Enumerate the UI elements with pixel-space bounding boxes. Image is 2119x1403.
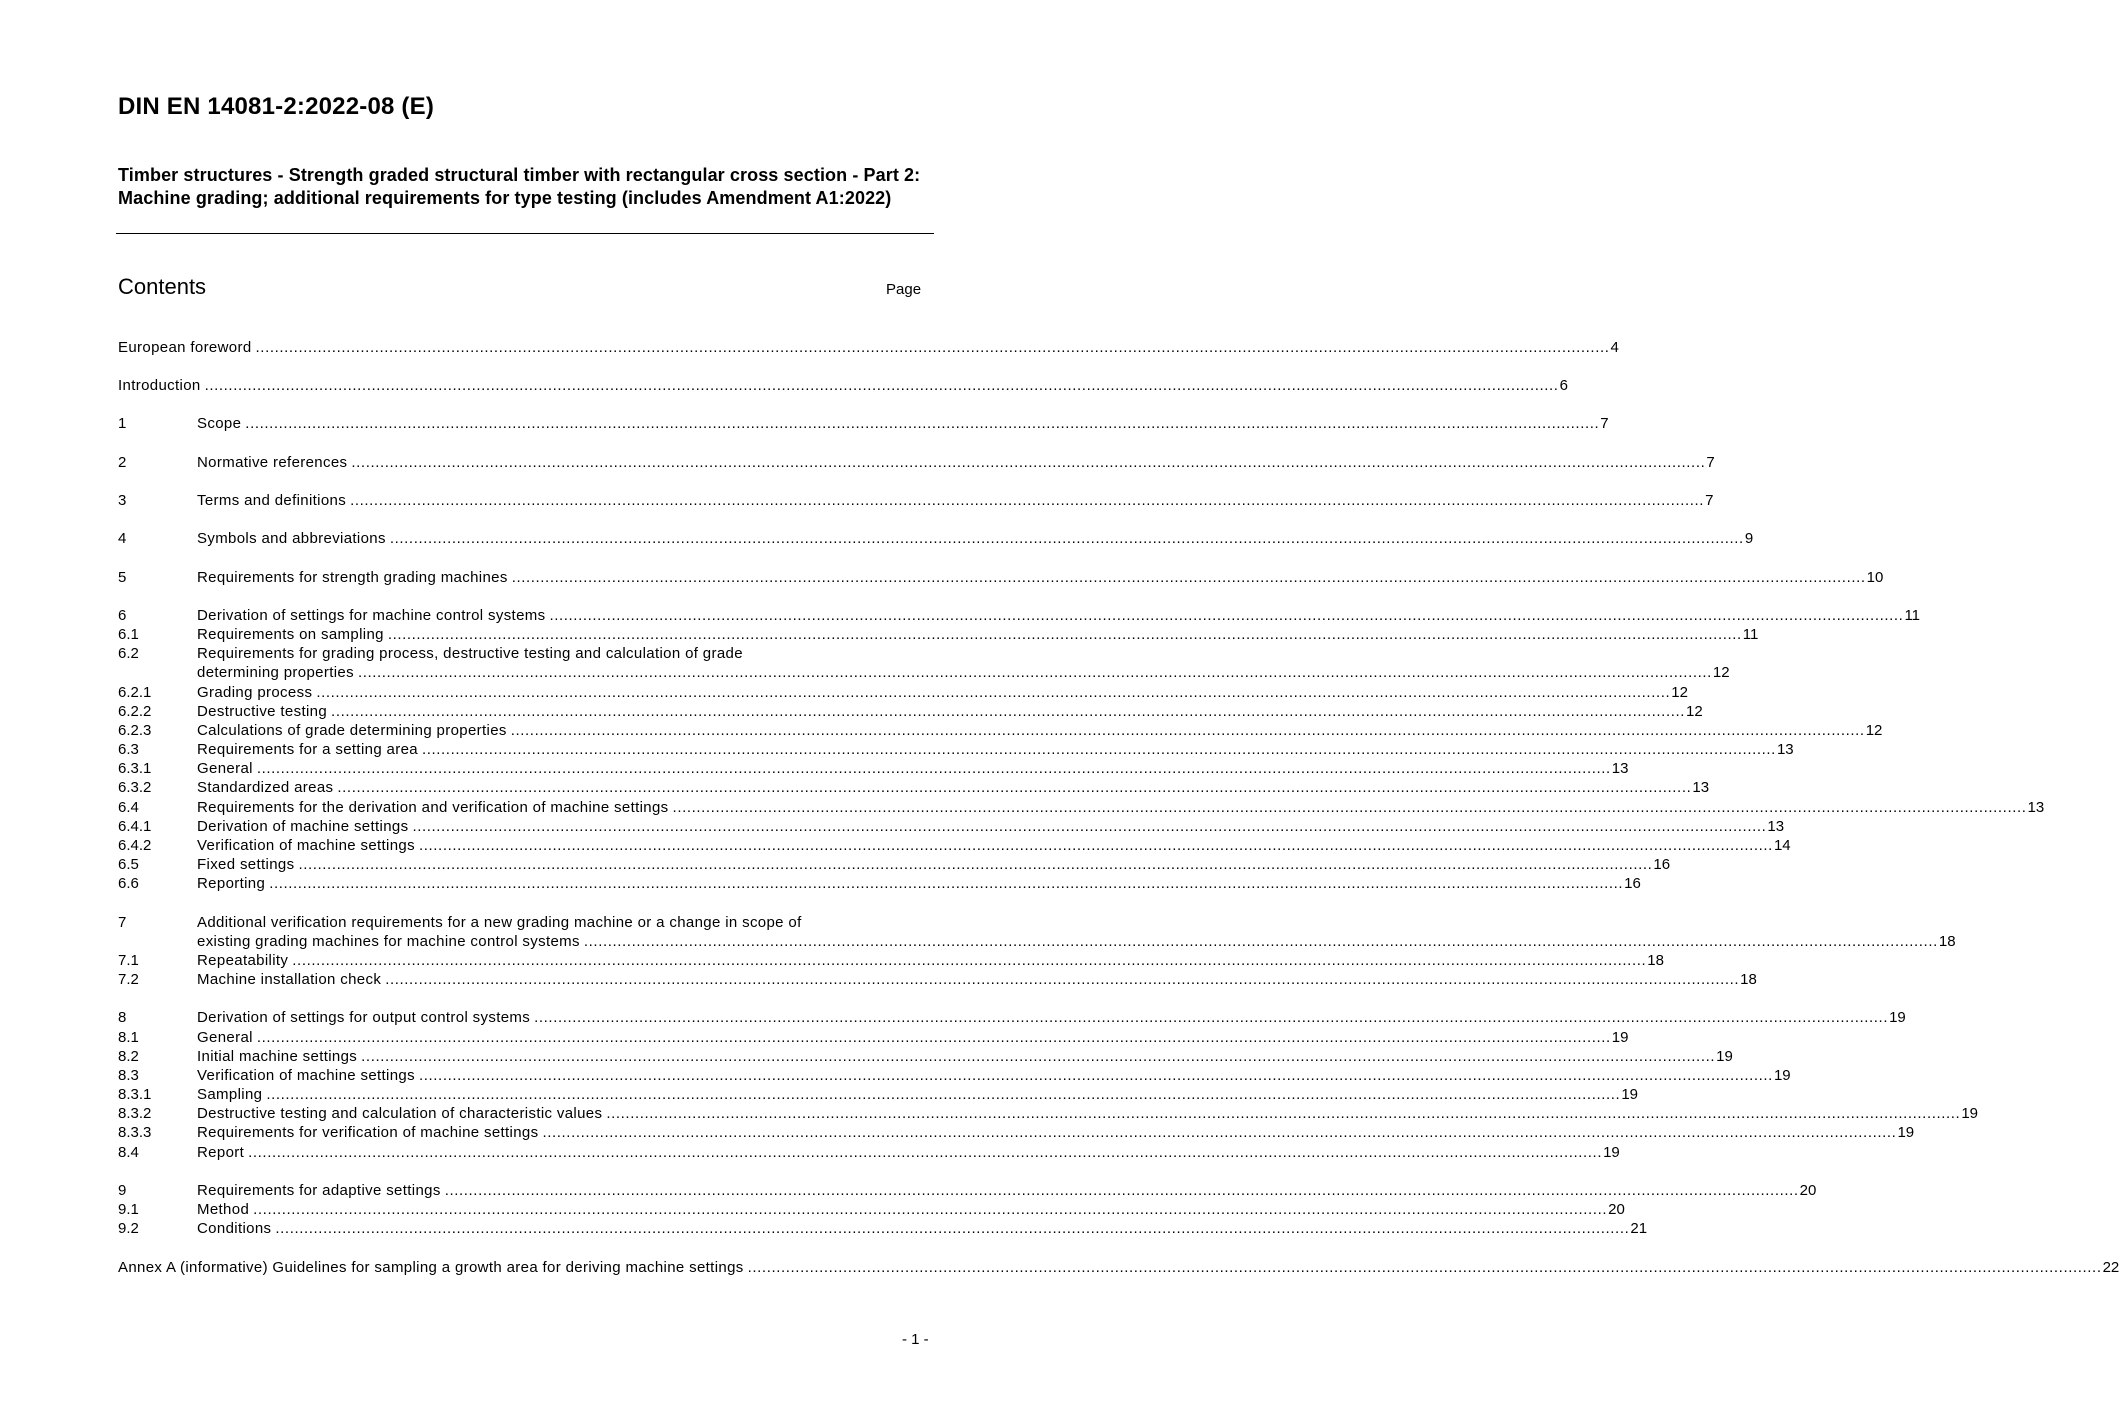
toc-entry-9[interactable] xyxy=(118,1181,1817,1201)
toc-title: Repeatability xyxy=(197,952,289,969)
toc-title: Requirements for a setting area xyxy=(197,741,418,758)
dot-leader xyxy=(388,625,1742,645)
toc-title: Conditions xyxy=(197,1220,272,1237)
toc-entry-introduction[interactable] xyxy=(118,376,1568,396)
dot-leader xyxy=(445,1181,1799,1201)
dot-leader xyxy=(385,970,1739,990)
toc-page: 4 xyxy=(1610,339,1619,356)
toc-entry-european-foreword[interactable] xyxy=(118,338,1619,358)
dot-leader xyxy=(266,1085,1620,1105)
dot-leader xyxy=(316,683,1670,703)
toc-page: 14 xyxy=(1773,837,1791,854)
dot-leader xyxy=(419,1066,1773,1086)
dot-leader xyxy=(257,1028,1611,1048)
toc-entry-2[interactable] xyxy=(118,453,1715,473)
dot-leader xyxy=(542,1123,1896,1143)
toc-number: 6 xyxy=(118,607,127,624)
toc-entry-8-3-1[interactable] xyxy=(118,1085,1638,1105)
toc-page: 13 xyxy=(2027,799,2045,816)
toc-number: 8.2 xyxy=(118,1048,139,1065)
toc-title: Verification of machine settings xyxy=(197,837,415,854)
document-title: Timber structures - Strength graded structural timber with rectangular cross section - Part 2: Machine grading; additional requirements for type testing (includes Amendment A1:2022) xyxy=(118,165,921,208)
toc-title: Annex A (informative) Guidelines for sampling a growth area for deriving machine settings xyxy=(118,1259,744,1276)
toc-number: 8.1 xyxy=(118,1029,139,1046)
dot-leader xyxy=(292,951,1646,971)
toc-entry-8-3-2[interactable] xyxy=(118,1104,1979,1124)
toc-entry-6-4-1[interactable] xyxy=(118,817,1785,837)
dot-leader xyxy=(673,798,2027,818)
toc-title: Fixed settings xyxy=(197,856,295,873)
dot-leader xyxy=(257,759,1611,779)
toc-page: 13 xyxy=(1767,818,1785,835)
toc-number: 6.2.2 xyxy=(118,703,152,720)
toc-title: Scope xyxy=(197,415,242,432)
toc-entry-3[interactable] xyxy=(118,491,1714,511)
toc-number: 4 xyxy=(118,530,127,547)
title-divider xyxy=(116,233,934,234)
toc-page: 19 xyxy=(1603,1144,1620,1161)
dot-leader xyxy=(256,338,1610,358)
toc-entry-1[interactable] xyxy=(118,414,1609,434)
toc-page: 16 xyxy=(1624,875,1641,892)
toc-entry-6-1[interactable] xyxy=(118,625,1759,645)
dot-leader xyxy=(337,778,1691,798)
toc-page: 11 xyxy=(1742,626,1759,643)
toc-page: 12 xyxy=(1686,703,1703,720)
toc-number: 6.3 xyxy=(118,741,139,758)
toc-title: Requirements for verification of machine settings xyxy=(197,1124,539,1141)
toc-page: 19 xyxy=(1889,1009,1906,1026)
toc-page: 18 xyxy=(1647,952,1664,969)
toc-page: 19 xyxy=(1716,1048,1733,1065)
toc-title: Reporting xyxy=(197,875,266,892)
page-column-label: Page xyxy=(886,281,922,298)
toc-entry-9-2[interactable] xyxy=(118,1219,1648,1239)
document-id: DIN EN 14081-2:2022-08 (E) xyxy=(118,93,435,120)
toc-title: European foreword xyxy=(118,339,252,356)
toc-title: Terms and definitions xyxy=(197,492,347,509)
dot-leader xyxy=(390,529,1744,549)
dot-leader xyxy=(412,817,1766,837)
toc-title: General xyxy=(197,1029,253,1046)
dot-leader xyxy=(549,606,1903,626)
toc-number: 6.4.2 xyxy=(118,837,152,854)
toc-page: 13 xyxy=(1611,760,1629,777)
toc-number: 1 xyxy=(118,415,127,432)
toc-title: Requirements on sampling xyxy=(197,626,384,643)
toc-title: Standardized areas xyxy=(197,779,334,796)
toc-entry-6-6[interactable] xyxy=(118,874,1641,894)
toc-entry-6-4-2[interactable] xyxy=(118,836,1791,856)
toc-title: Derivation of settings for output control systems xyxy=(197,1009,531,1026)
toc-entry-6-2-3[interactable] xyxy=(118,721,1883,741)
toc-number: 8.3.3 xyxy=(118,1124,152,1141)
toc-title-continued: existing grading machines for machine control systems xyxy=(197,933,580,950)
toc-title: Requirements for adaptive settings xyxy=(197,1182,441,1199)
toc-page: 22 xyxy=(2102,1259,2119,1276)
dot-leader xyxy=(245,414,1599,434)
toc-page: 19 xyxy=(1621,1086,1638,1103)
toc-number: 6.3.1 xyxy=(118,760,152,777)
toc-number: 2 xyxy=(118,454,127,471)
toc-number: 6.1 xyxy=(118,626,139,643)
toc-page: 13 xyxy=(1776,741,1794,758)
toc-page: 20 xyxy=(1799,1182,1817,1199)
dot-leader xyxy=(205,376,1559,396)
toc-entry-6-3-1[interactable] xyxy=(118,759,1629,779)
toc-page: 11 xyxy=(1904,607,1921,624)
toc-number: 8.4 xyxy=(118,1144,139,1161)
toc-page: 19 xyxy=(1773,1067,1791,1084)
dot-leader xyxy=(275,1219,1629,1239)
dot-leader xyxy=(748,1258,2102,1278)
toc-number: 6.2 xyxy=(118,645,139,662)
toc-page: 19 xyxy=(1961,1105,1979,1122)
dot-leader xyxy=(351,453,1705,473)
toc-entry-8-4[interactable] xyxy=(118,1143,1620,1163)
toc-title: Calculations of grade determining properties xyxy=(197,722,507,739)
dot-leader xyxy=(350,491,1704,511)
dot-leader xyxy=(584,932,1938,952)
toc-page: 9 xyxy=(1744,530,1754,547)
toc-title: Machine installation check xyxy=(197,971,382,988)
toc-number: 6.2.3 xyxy=(118,722,152,739)
dot-leader xyxy=(512,568,1866,588)
toc-number: 6.3.2 xyxy=(118,779,152,796)
toc-entry-4[interactable] xyxy=(118,529,1754,549)
dot-leader xyxy=(248,1143,1602,1163)
toc-title: Normative references xyxy=(197,454,348,471)
page-number: - 1 - xyxy=(902,1331,929,1348)
toc-page: 12 xyxy=(1671,684,1688,701)
toc-number: 9.2 xyxy=(118,1220,139,1237)
toc-number: 5 xyxy=(118,569,127,586)
toc-entry-7-continued[interactable] xyxy=(118,932,1956,952)
toc-page: 19 xyxy=(1611,1029,1629,1046)
toc-number: 9.1 xyxy=(118,1201,139,1218)
toc-number: 6.5 xyxy=(118,856,139,873)
toc-page: 6 xyxy=(1559,377,1568,394)
toc-page: 18 xyxy=(1938,933,1956,950)
toc-title: Requirements for strength grading machines xyxy=(197,569,508,586)
toc-page: 16 xyxy=(1653,856,1671,873)
toc-page: 18 xyxy=(1740,971,1757,988)
toc-page: 19 xyxy=(1897,1124,1915,1141)
toc-entry-8-1[interactable] xyxy=(118,1028,1629,1048)
toc-entry-7[interactable] xyxy=(118,913,921,933)
toc-number: 7.2 xyxy=(118,971,139,988)
toc-page: 13 xyxy=(1692,779,1710,796)
toc-number: 8 xyxy=(118,1009,127,1026)
toc-page: 7 xyxy=(1600,415,1609,432)
dot-leader xyxy=(606,1104,1960,1124)
toc-entry-5[interactable] xyxy=(118,568,1884,588)
toc-entry-8-3[interactable] xyxy=(118,1066,1791,1086)
toc-entry-9-1[interactable] xyxy=(118,1200,1625,1220)
contents-heading: Contents xyxy=(118,274,207,299)
toc-number: 7.1 xyxy=(118,952,139,969)
toc-page: 10 xyxy=(1866,569,1884,586)
dot-leader xyxy=(358,663,1712,683)
toc-entry-6-3-2[interactable] xyxy=(118,778,1710,798)
dot-leader xyxy=(361,1047,1715,1067)
toc-entry-6-2-continued[interactable] xyxy=(118,663,1730,683)
dot-leader xyxy=(298,855,1652,875)
toc-number: 6.6 xyxy=(118,875,139,892)
toc-title: Grading process xyxy=(197,684,313,701)
toc-number: 3 xyxy=(118,492,127,509)
dot-leader xyxy=(419,836,1773,856)
dot-leader xyxy=(534,1008,1888,1028)
toc-title: Introduction xyxy=(118,377,201,394)
toc-entry-6-2[interactable] xyxy=(118,644,921,664)
toc-page: 7 xyxy=(1706,454,1715,471)
toc-title: Report xyxy=(197,1144,245,1161)
toc-entry-6-2-2[interactable] xyxy=(118,702,1703,722)
toc-number: 7 xyxy=(118,914,127,931)
toc-entry-7-1[interactable] xyxy=(118,951,1664,971)
toc-title: Derivation of settings for machine control systems xyxy=(197,607,546,624)
toc-number: 8.3 xyxy=(118,1067,139,1084)
toc-title: Derivation of machine settings xyxy=(197,818,409,835)
dot-leader xyxy=(511,721,1865,741)
toc-entry-8-3-3[interactable] xyxy=(118,1123,1915,1143)
dot-leader xyxy=(253,1200,1607,1220)
toc-number: 8.3.2 xyxy=(118,1105,152,1122)
toc-page: 12 xyxy=(1712,664,1730,681)
toc-entry-6-5[interactable] xyxy=(118,855,1671,875)
toc-title: Requirements for the derivation and verification of machine settings xyxy=(197,799,669,816)
toc-title: Additional verification requirements for a new grading machine or a change in scope of xyxy=(197,914,802,931)
dot-leader xyxy=(269,874,1623,894)
toc-entry-7-2[interactable] xyxy=(118,970,1757,990)
toc-entry-annex-a[interactable] xyxy=(118,1258,2119,1278)
toc-title: Sampling xyxy=(197,1086,263,1103)
toc-number: 6.4 xyxy=(118,799,139,816)
toc-page: 7 xyxy=(1705,492,1714,509)
toc-page: 20 xyxy=(1608,1201,1625,1218)
toc-entry-6-2-1[interactable] xyxy=(118,683,1688,703)
toc-number: 6.4.1 xyxy=(118,818,152,835)
dot-leader xyxy=(331,702,1685,722)
toc-title: General xyxy=(197,760,253,777)
toc-entry-6-4[interactable] xyxy=(118,798,2045,818)
toc-entry-6-3[interactable] xyxy=(118,740,1794,760)
toc-entry-6[interactable] xyxy=(118,606,1921,626)
toc-title: Verification of machine settings xyxy=(197,1067,415,1084)
toc-number: 8.3.1 xyxy=(118,1086,152,1103)
toc-title: Requirements for grading process, destructive testing and calculation of grade xyxy=(197,645,743,662)
toc-entry-8[interactable] xyxy=(118,1008,1906,1028)
toc-title-continued: determining properties xyxy=(197,664,354,681)
toc-title: Destructive testing xyxy=(197,703,328,720)
toc-number: 6.2.1 xyxy=(118,684,152,701)
toc-title: Symbols and abbreviations xyxy=(197,530,386,547)
toc-title: Destructive testing and calculation of characteristic values xyxy=(197,1105,603,1122)
toc-title: Initial machine settings xyxy=(197,1048,358,1065)
toc-number: 9 xyxy=(118,1182,127,1199)
toc-page: 12 xyxy=(1865,722,1883,739)
toc-page: 21 xyxy=(1630,1220,1648,1237)
toc-title: Method xyxy=(197,1201,250,1218)
dot-leader xyxy=(422,740,1776,760)
toc-entry-8-2[interactable] xyxy=(118,1047,1733,1067)
